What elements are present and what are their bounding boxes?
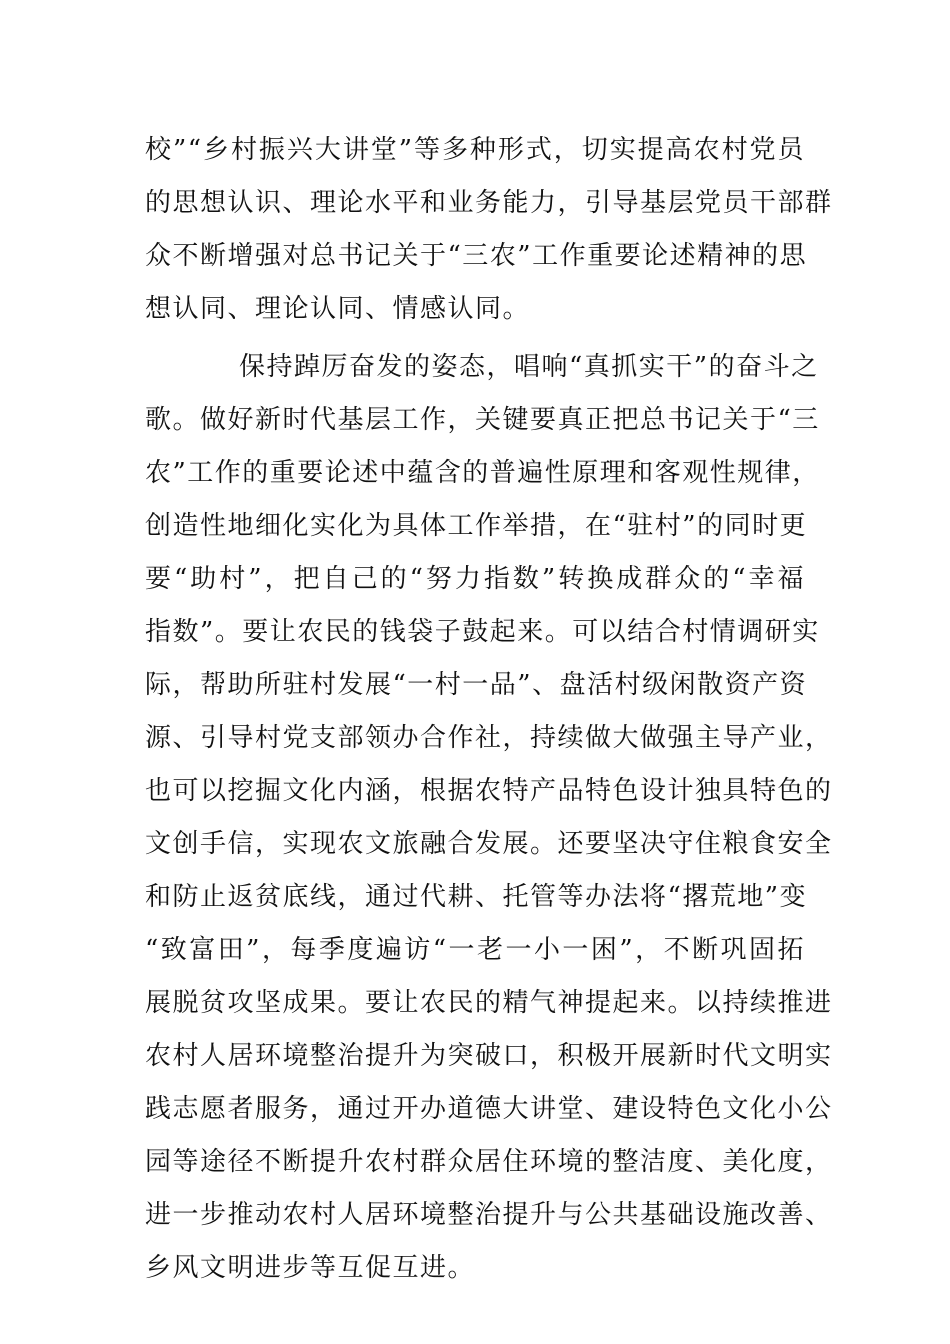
paragraph-2 (145, 341, 833, 1295)
text-line: 农村人居环境整治提升为突破口，积极开展新时代文明实 (145, 1041, 833, 1071)
paragraph-1 (145, 124, 833, 336)
text-line: 展脱贫攻坚成果。要让农民的精气神提起来。以持续推进 (145, 988, 833, 1018)
text-line: 源、引导村党支部领办合作社，持续做大做强主导产业， (145, 723, 833, 753)
text-line: 校”“乡村振兴大讲堂”等多种形式，切实提高农村党员 (145, 135, 805, 165)
text-line-first: 保持踔厉奋发的姿态，唱响“真抓实干”的奋斗之 (239, 352, 819, 382)
text-line: 要“助村”，把自己的“努力指数”转换成群众的“幸福 (145, 564, 805, 594)
text-line: 也可以挖掘文化内涵，根据农特产品特色设计独具特色的 (145, 776, 833, 806)
text-line: 进一步推动农村人居环境整治提升与公共基础设施改善、 (145, 1200, 833, 1230)
text-line: 和防止返贫底线，通过代耕、托管等办法将“撂荒地”变 (145, 882, 808, 912)
text-line: 的思想认识、理论水平和业务能力，引导基层党员干部群 (145, 188, 833, 218)
text-line: 创造性地细化实化为具体工作举措，在“驻村”的同时更 (145, 511, 808, 541)
text-line: 践志愿者服务，通过开办道德大讲堂、建设特色文化小公 (145, 1094, 833, 1124)
text-line: 文创手信，实现农文旅融合发展。还要坚决守住粮食安全 (145, 829, 833, 859)
text-line: 指数”。要让农民的钱袋子鼓起来。可以结合村情调研实 (145, 617, 820, 647)
text-line: 际，帮助所驻村发展“一村一品”、盘活村级闲散资产资 (145, 670, 808, 700)
text-line: 想认同、理论认同、情感认同。 (145, 294, 531, 324)
text-line: 众不断增强对总书记关于“三农”工作重要论述精神的思 (145, 241, 808, 271)
text-line: 农”工作的重要论述中蕴含的普遍性原理和客观性规律， (145, 458, 820, 488)
text-line: 歌。做好新时代基层工作，关键要真正把总书记关于“三 (145, 405, 820, 435)
text-line: 乡风文明进步等互促互进。 (145, 1253, 476, 1283)
text-line: 园等途径不断提升农村群众居住环境的整洁度、美化度， (145, 1147, 833, 1177)
text-line: “致富田”，每季度遍访“一老一小一困”，不断巩固拓 (145, 935, 805, 965)
document-body (145, 124, 833, 1295)
